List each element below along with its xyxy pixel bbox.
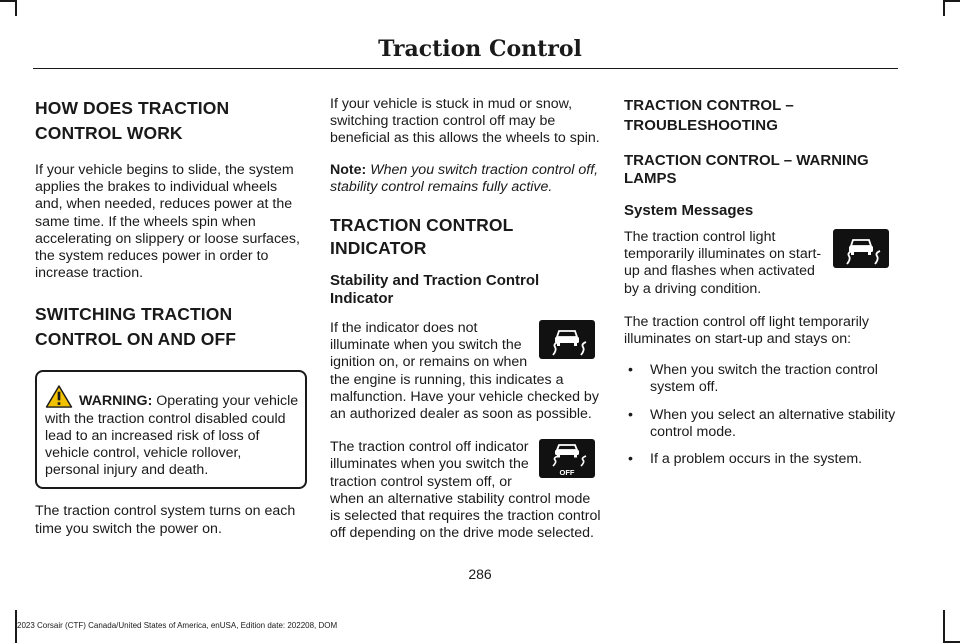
subheading-stability-traction-indicator: Stability and Traction Control Indicator [330,272,540,308]
warning-box [35,370,307,489]
crop-mark [15,0,17,16]
paragraph-stuck-in-mud: If your vehicle is stuck in mud or snow, switching traction control off may be beneficial as this allows the wheels to spin. [330,96,600,147]
off-icon-text: OFF [559,468,575,478]
note-label: Note: [330,161,367,178]
traction-control-icon [833,229,889,268]
subheading-system-messages: System Messages [624,202,754,219]
paragraph-how-it-works: If your vehicle begins to slide, the system applies the brakes to individual wheels and, when needed, reduces power at the same time. If the wheels spin when accelerating on slippery or loose surfaces, the system reduces power in order to increase traction. [35,162,300,282]
crop-mark [943,0,960,2]
column-1 [35,96,307,552]
heading-how-traction-control-works: HOW DOES TRACTION CONTROL WORK [35,98,230,143]
crop-mark [943,0,945,16]
page-title: Traction Control [378,36,582,62]
paragraph-indicator-malfunction [330,320,602,423]
crop-mark [943,610,945,643]
title-divider [33,68,898,69]
traction-control-icon [539,320,595,359]
column-2 [330,96,602,556]
note [330,162,602,196]
list-item: • When you switch the traction control system off. [624,362,896,396]
note-text: When you switch traction control off, stability control remains fully active. [330,161,599,195]
page-number: 286 [468,566,492,582]
heading-traction-control-indicator: TRACTION CONTROL INDICATOR [330,215,514,259]
footer-edition-info: 2023 Corsair (CTF) Canada/United States of America, enUSA, Edition date: 202208, DOM [17,621,338,630]
heading-switching-traction-control: SWITCHING TRACTION CONTROL ON AND OFF [35,304,237,350]
paragraph-traction-off-indicator [330,439,602,542]
paragraph-light-flashes [624,229,896,298]
traction-off-text: The traction control off indicator illuminates when you switch the traction control system off, or when an alternative stability control mode is selected that requires the traction control off depending on the drive mode selected. [330,439,601,542]
column-3 [624,96,896,478]
off-light-conditions-list [624,362,896,468]
warning-label: WARNING: [79,393,153,410]
paragraph-off-light: The traction control off light temporarily illuminates on start-up and stays on: [624,313,869,348]
indicator-malfunction-text: If the indicator does not illuminate when you switch the ignition on, or remains on when the engine is running, this indicates a malfunction. Have your vehicle checked by an authorized dealer as soon as possible. [330,320,599,423]
traction-control-off-icon [539,439,595,478]
light-flashes-text: The traction control light temporarily illuminates on start-up and flashes when activated by a driving condition. [624,229,822,297]
warning-text: Operating your vehicle with the traction control disabled could lead to an increased risk of loss of vehicle control, vehicle rollover, personal injury and death. [45,393,299,479]
heading-warning-lamps: TRACTION CONTROL – WARNING LAMPS [624,152,869,187]
list-item: • When you select an alternative stability control mode. [624,407,896,441]
heading-troubleshooting: TRACTION CONTROL – TROUBLESHOOTING [624,97,794,134]
warning-triangle-icon [45,385,73,408]
list-item: • If a problem occurs in the system. [624,451,896,468]
paragraph-system-turns-on: The traction control system turns on each time you switch the power on. [35,503,296,537]
